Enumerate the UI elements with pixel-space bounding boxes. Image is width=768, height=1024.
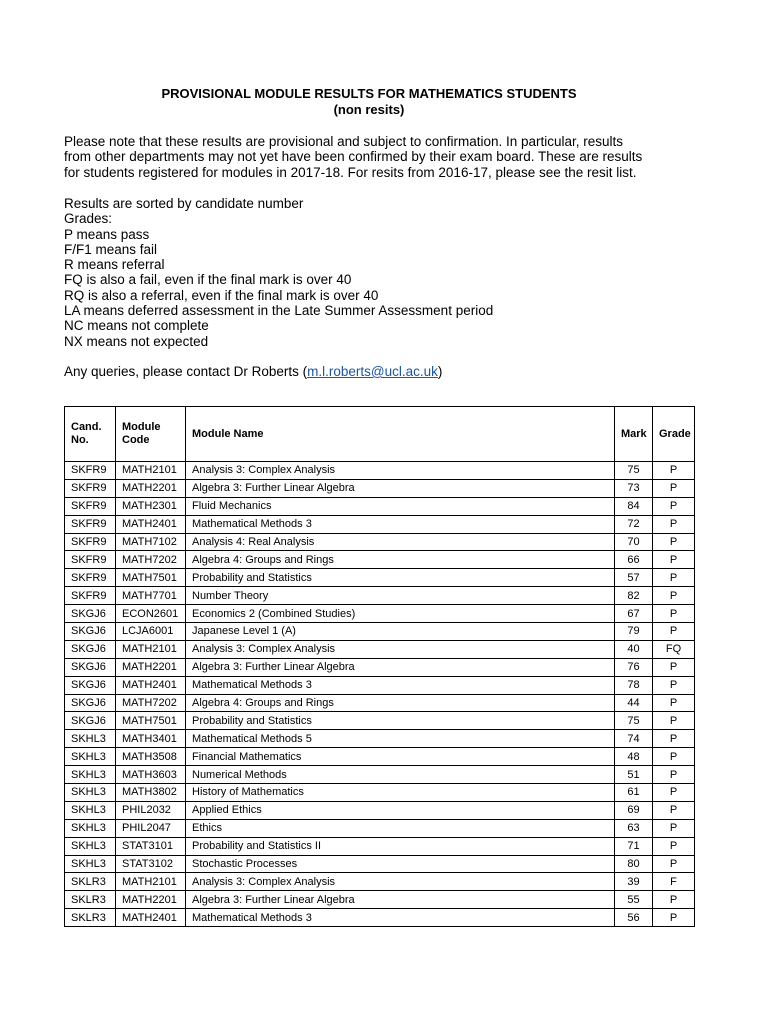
cell-module-code: MATH7202 bbox=[116, 551, 186, 569]
cell-mark: 78 bbox=[615, 676, 653, 694]
cell-grade: P bbox=[653, 891, 695, 909]
cell-mark: 63 bbox=[615, 819, 653, 837]
cell-cand-no: SKFR9 bbox=[65, 462, 116, 480]
cell-grade: F bbox=[653, 873, 695, 891]
intro-paragraph bbox=[64, 134, 704, 180]
cell-mark: 57 bbox=[615, 569, 653, 587]
cell-grade: P bbox=[653, 462, 695, 480]
cell-grade: P bbox=[653, 587, 695, 605]
cell-mark: 56 bbox=[615, 909, 653, 927]
table-row bbox=[65, 605, 695, 623]
cell-cand-no: SKGJ6 bbox=[65, 712, 116, 730]
table-row bbox=[65, 569, 695, 587]
header-module-name: Module Name bbox=[186, 407, 615, 462]
intro-line: Please note that these results are provisional and subject to confirmation. In particular, results bbox=[64, 134, 624, 149]
cell-cand-no: SKHL3 bbox=[65, 766, 116, 784]
cell-grade: P bbox=[653, 819, 695, 837]
cell-module-name: Mathematical Methods 3 bbox=[186, 909, 615, 927]
cell-module-name: Analysis 3: Complex Analysis bbox=[186, 873, 615, 891]
table-row bbox=[65, 873, 695, 891]
legend-line: NX means not expected bbox=[64, 333, 209, 349]
table-row bbox=[65, 855, 695, 873]
cell-grade: P bbox=[653, 784, 695, 802]
cell-grade: P bbox=[653, 497, 695, 515]
table-row bbox=[65, 891, 695, 909]
cell-module-code: MATH3508 bbox=[116, 748, 186, 766]
cell-grade: P bbox=[653, 730, 695, 748]
table-row bbox=[65, 909, 695, 927]
grades-legend bbox=[64, 196, 704, 349]
table-row bbox=[65, 551, 695, 569]
table-row bbox=[65, 676, 695, 694]
cell-cand-no: SKFR9 bbox=[65, 515, 116, 533]
cell-mark: 69 bbox=[615, 801, 653, 819]
cell-module-code: MATH3401 bbox=[116, 730, 186, 748]
cell-mark: 51 bbox=[615, 766, 653, 784]
header-mark: Mark bbox=[615, 407, 653, 462]
cell-module-code: LCJA6001 bbox=[116, 623, 186, 641]
cell-grade: P bbox=[653, 676, 695, 694]
table-row bbox=[65, 658, 695, 676]
cell-module-code: STAT3101 bbox=[116, 837, 186, 855]
cell-module-code: MATH7701 bbox=[116, 587, 186, 605]
cell-grade: P bbox=[653, 658, 695, 676]
cell-module-code: MATH2101 bbox=[116, 873, 186, 891]
cell-module-name: Algebra 3: Further Linear Algebra bbox=[186, 479, 615, 497]
cell-mark: 71 bbox=[615, 837, 653, 855]
table-row bbox=[65, 497, 695, 515]
cell-module-name: Financial Mathematics bbox=[186, 748, 615, 766]
table-row bbox=[65, 837, 695, 855]
contact-prefix: Any queries, please contact Dr Roberts ( bbox=[64, 364, 308, 379]
cell-cand-no: SKGJ6 bbox=[65, 605, 116, 623]
legend-line: RQ is also a referral, even if the final mark is over 40 bbox=[64, 287, 379, 303]
cell-module-code: MATH2101 bbox=[116, 640, 186, 658]
cell-cand-no: SKFR9 bbox=[65, 551, 116, 569]
cell-mark: 74 bbox=[615, 730, 653, 748]
cell-cand-no: SKGJ6 bbox=[65, 623, 116, 641]
table-row bbox=[65, 819, 695, 837]
cell-module-code: MATH2201 bbox=[116, 479, 186, 497]
cell-grade: P bbox=[653, 479, 695, 497]
intro-line: for students registered for modules in 2017-18. For resits from 2016-17, please see the resit list. bbox=[64, 164, 637, 180]
cell-mark: 66 bbox=[615, 551, 653, 569]
results-table bbox=[64, 406, 695, 927]
cell-cand-no: SKGJ6 bbox=[65, 658, 116, 676]
cell-module-code: MATH2301 bbox=[116, 497, 186, 515]
cell-module-name: Stochastic Processes bbox=[186, 855, 615, 873]
cell-mark: 55 bbox=[615, 891, 653, 909]
cell-module-code: MATH3802 bbox=[116, 784, 186, 802]
cell-mark: 70 bbox=[615, 533, 653, 551]
cell-grade: P bbox=[653, 909, 695, 927]
table-row bbox=[65, 640, 695, 658]
cell-cand-no: SKHL3 bbox=[65, 748, 116, 766]
cell-grade: P bbox=[653, 801, 695, 819]
cell-grade: P bbox=[653, 748, 695, 766]
table-row bbox=[65, 730, 695, 748]
intro-line: from other departments may not yet have been confirmed by their exam board. These are results bbox=[64, 149, 643, 165]
legend-line: LA means deferred assessment in the Late Summer Assessment period bbox=[64, 303, 494, 319]
cell-module-code: MATH2401 bbox=[116, 515, 186, 533]
cell-module-code: PHIL2047 bbox=[116, 819, 186, 837]
cell-mark: 84 bbox=[615, 497, 653, 515]
legend-line: R means referral bbox=[64, 257, 165, 273]
legend-line: P means pass bbox=[64, 226, 150, 242]
table-row bbox=[65, 766, 695, 784]
cell-mark: 48 bbox=[615, 748, 653, 766]
cell-mark: 40 bbox=[615, 640, 653, 658]
cell-module-code: MATH2401 bbox=[116, 909, 186, 927]
cell-module-name: Mathematical Methods 3 bbox=[186, 676, 615, 694]
cell-grade: P bbox=[653, 855, 695, 873]
cell-module-name: Mathematical Methods 5 bbox=[186, 730, 615, 748]
cell-module-name: Number Theory bbox=[186, 587, 615, 605]
cell-module-name: Analysis 3: Complex Analysis bbox=[186, 462, 615, 480]
legend-line: F/F1 means fail bbox=[64, 241, 158, 257]
cell-mark: 80 bbox=[615, 855, 653, 873]
table-row bbox=[65, 712, 695, 730]
cell-mark: 44 bbox=[615, 694, 653, 712]
cell-module-name: Algebra 3: Further Linear Algebra bbox=[186, 891, 615, 909]
cell-grade: P bbox=[653, 766, 695, 784]
cell-module-code: MATH7102 bbox=[116, 533, 186, 551]
cell-cand-no: SKHL3 bbox=[65, 801, 116, 819]
cell-mark: 61 bbox=[615, 784, 653, 802]
cell-module-name: Probability and Statistics II bbox=[186, 837, 615, 855]
cell-cand-no: SKGJ6 bbox=[65, 640, 116, 658]
cell-module-code: MATH2201 bbox=[116, 891, 186, 909]
cell-cand-no: SKGJ6 bbox=[65, 676, 116, 694]
cell-cand-no: SKHL3 bbox=[65, 837, 116, 855]
cell-grade: P bbox=[653, 623, 695, 641]
legend-line: Grades: bbox=[64, 211, 113, 227]
cell-module-name: Algebra 4: Groups and Rings bbox=[186, 694, 615, 712]
cell-module-code: STAT3102 bbox=[116, 855, 186, 873]
cell-module-name: Ethics bbox=[186, 819, 615, 837]
cell-module-name: Probability and Statistics bbox=[186, 712, 615, 730]
cell-mark: 76 bbox=[615, 658, 653, 676]
cell-module-name: Analysis 3: Complex Analysis bbox=[186, 640, 615, 658]
cell-grade: P bbox=[653, 569, 695, 587]
document-header bbox=[0, 86, 738, 118]
cell-module-name: Analysis 4: Real Analysis bbox=[186, 533, 615, 551]
cell-module-name: Applied Ethics bbox=[186, 801, 615, 819]
results-body bbox=[65, 462, 695, 927]
table-header-row bbox=[65, 407, 695, 462]
header-cand-no: Cand. No. bbox=[65, 407, 116, 462]
cell-mark: 75 bbox=[615, 712, 653, 730]
cell-module-name: Algebra 4: Groups and Rings bbox=[186, 551, 615, 569]
page-subtitle: (non resits) bbox=[333, 102, 405, 117]
table-row bbox=[65, 462, 695, 480]
header-module-code: Module Code bbox=[116, 407, 186, 462]
table-row bbox=[65, 533, 695, 551]
cell-cand-no: SKHL3 bbox=[65, 855, 116, 873]
cell-cand-no: SKFR9 bbox=[65, 587, 116, 605]
cell-cand-no: SKHL3 bbox=[65, 730, 116, 748]
cell-grade: P bbox=[653, 837, 695, 855]
cell-module-name: Mathematical Methods 3 bbox=[186, 515, 615, 533]
cell-grade: P bbox=[653, 712, 695, 730]
cell-grade: FQ bbox=[653, 640, 695, 658]
cell-module-code: ECON2601 bbox=[116, 605, 186, 623]
cell-mark: 82 bbox=[615, 587, 653, 605]
cell-cand-no: SKFR9 bbox=[65, 569, 116, 587]
cell-module-code: PHIL2032 bbox=[116, 801, 186, 819]
table-row bbox=[65, 515, 695, 533]
table-row bbox=[65, 748, 695, 766]
cell-module-code: MATH7202 bbox=[116, 694, 186, 712]
cell-cand-no: SKHL3 bbox=[65, 819, 116, 837]
cell-module-code: MATH7501 bbox=[116, 712, 186, 730]
cell-grade: P bbox=[653, 515, 695, 533]
contact-suffix: ) bbox=[437, 364, 443, 379]
cell-mark: 73 bbox=[615, 479, 653, 497]
cell-module-code: MATH3603 bbox=[116, 766, 186, 784]
table-row bbox=[65, 479, 695, 497]
cell-cand-no: SKLR3 bbox=[65, 909, 116, 927]
table-row bbox=[65, 801, 695, 819]
cell-module-name: Economics 2 (Combined Studies) bbox=[186, 605, 615, 623]
cell-grade: P bbox=[653, 533, 695, 551]
cell-module-name: History of Mathematics bbox=[186, 784, 615, 802]
cell-cand-no: SKFR9 bbox=[65, 497, 116, 515]
cell-module-name: Fluid Mechanics bbox=[186, 497, 615, 515]
cell-grade: P bbox=[653, 605, 695, 623]
page-title: PROVISIONAL MODULE RESULTS FOR MATHEMATICS STUDENTS bbox=[161, 86, 577, 101]
cell-mark: 67 bbox=[615, 605, 653, 623]
cell-module-name: Algebra 3: Further Linear Algebra bbox=[186, 658, 615, 676]
cell-module-code: MATH2101 bbox=[116, 462, 186, 480]
cell-mark: 39 bbox=[615, 873, 653, 891]
cell-cand-no: SKGJ6 bbox=[65, 694, 116, 712]
cell-cand-no: SKLR3 bbox=[65, 873, 116, 891]
cell-module-code: MATH2201 bbox=[116, 658, 186, 676]
contact-line bbox=[64, 364, 704, 379]
cell-module-code: MATH7501 bbox=[116, 569, 186, 587]
cell-mark: 79 bbox=[615, 623, 653, 641]
table-row bbox=[65, 694, 695, 712]
cell-grade: P bbox=[653, 551, 695, 569]
contact-email-link[interactable]: m.l.roberts@ucl.ac.uk bbox=[307, 364, 438, 379]
table-row bbox=[65, 587, 695, 605]
table-row bbox=[65, 784, 695, 802]
cell-module-name: Probability and Statistics bbox=[186, 569, 615, 587]
legend-line: NC means not complete bbox=[64, 318, 209, 334]
cell-cand-no: SKFR9 bbox=[65, 479, 116, 497]
cell-module-name: Japanese Level 1 (A) bbox=[186, 623, 615, 641]
cell-cand-no: SKHL3 bbox=[65, 784, 116, 802]
cell-cand-no: SKFR9 bbox=[65, 533, 116, 551]
cell-mark: 75 bbox=[615, 462, 653, 480]
cell-module-code: MATH2401 bbox=[116, 676, 186, 694]
cell-cand-no: SKLR3 bbox=[65, 891, 116, 909]
table-row bbox=[65, 623, 695, 641]
legend-line: FQ is also a fail, even if the final mark is over 40 bbox=[64, 272, 352, 288]
header-grade: Grade bbox=[653, 407, 695, 462]
legend-line: Results are sorted by candidate number bbox=[64, 196, 304, 211]
cell-grade: P bbox=[653, 694, 695, 712]
cell-module-name: Numerical Methods bbox=[186, 766, 615, 784]
cell-mark: 72 bbox=[615, 515, 653, 533]
